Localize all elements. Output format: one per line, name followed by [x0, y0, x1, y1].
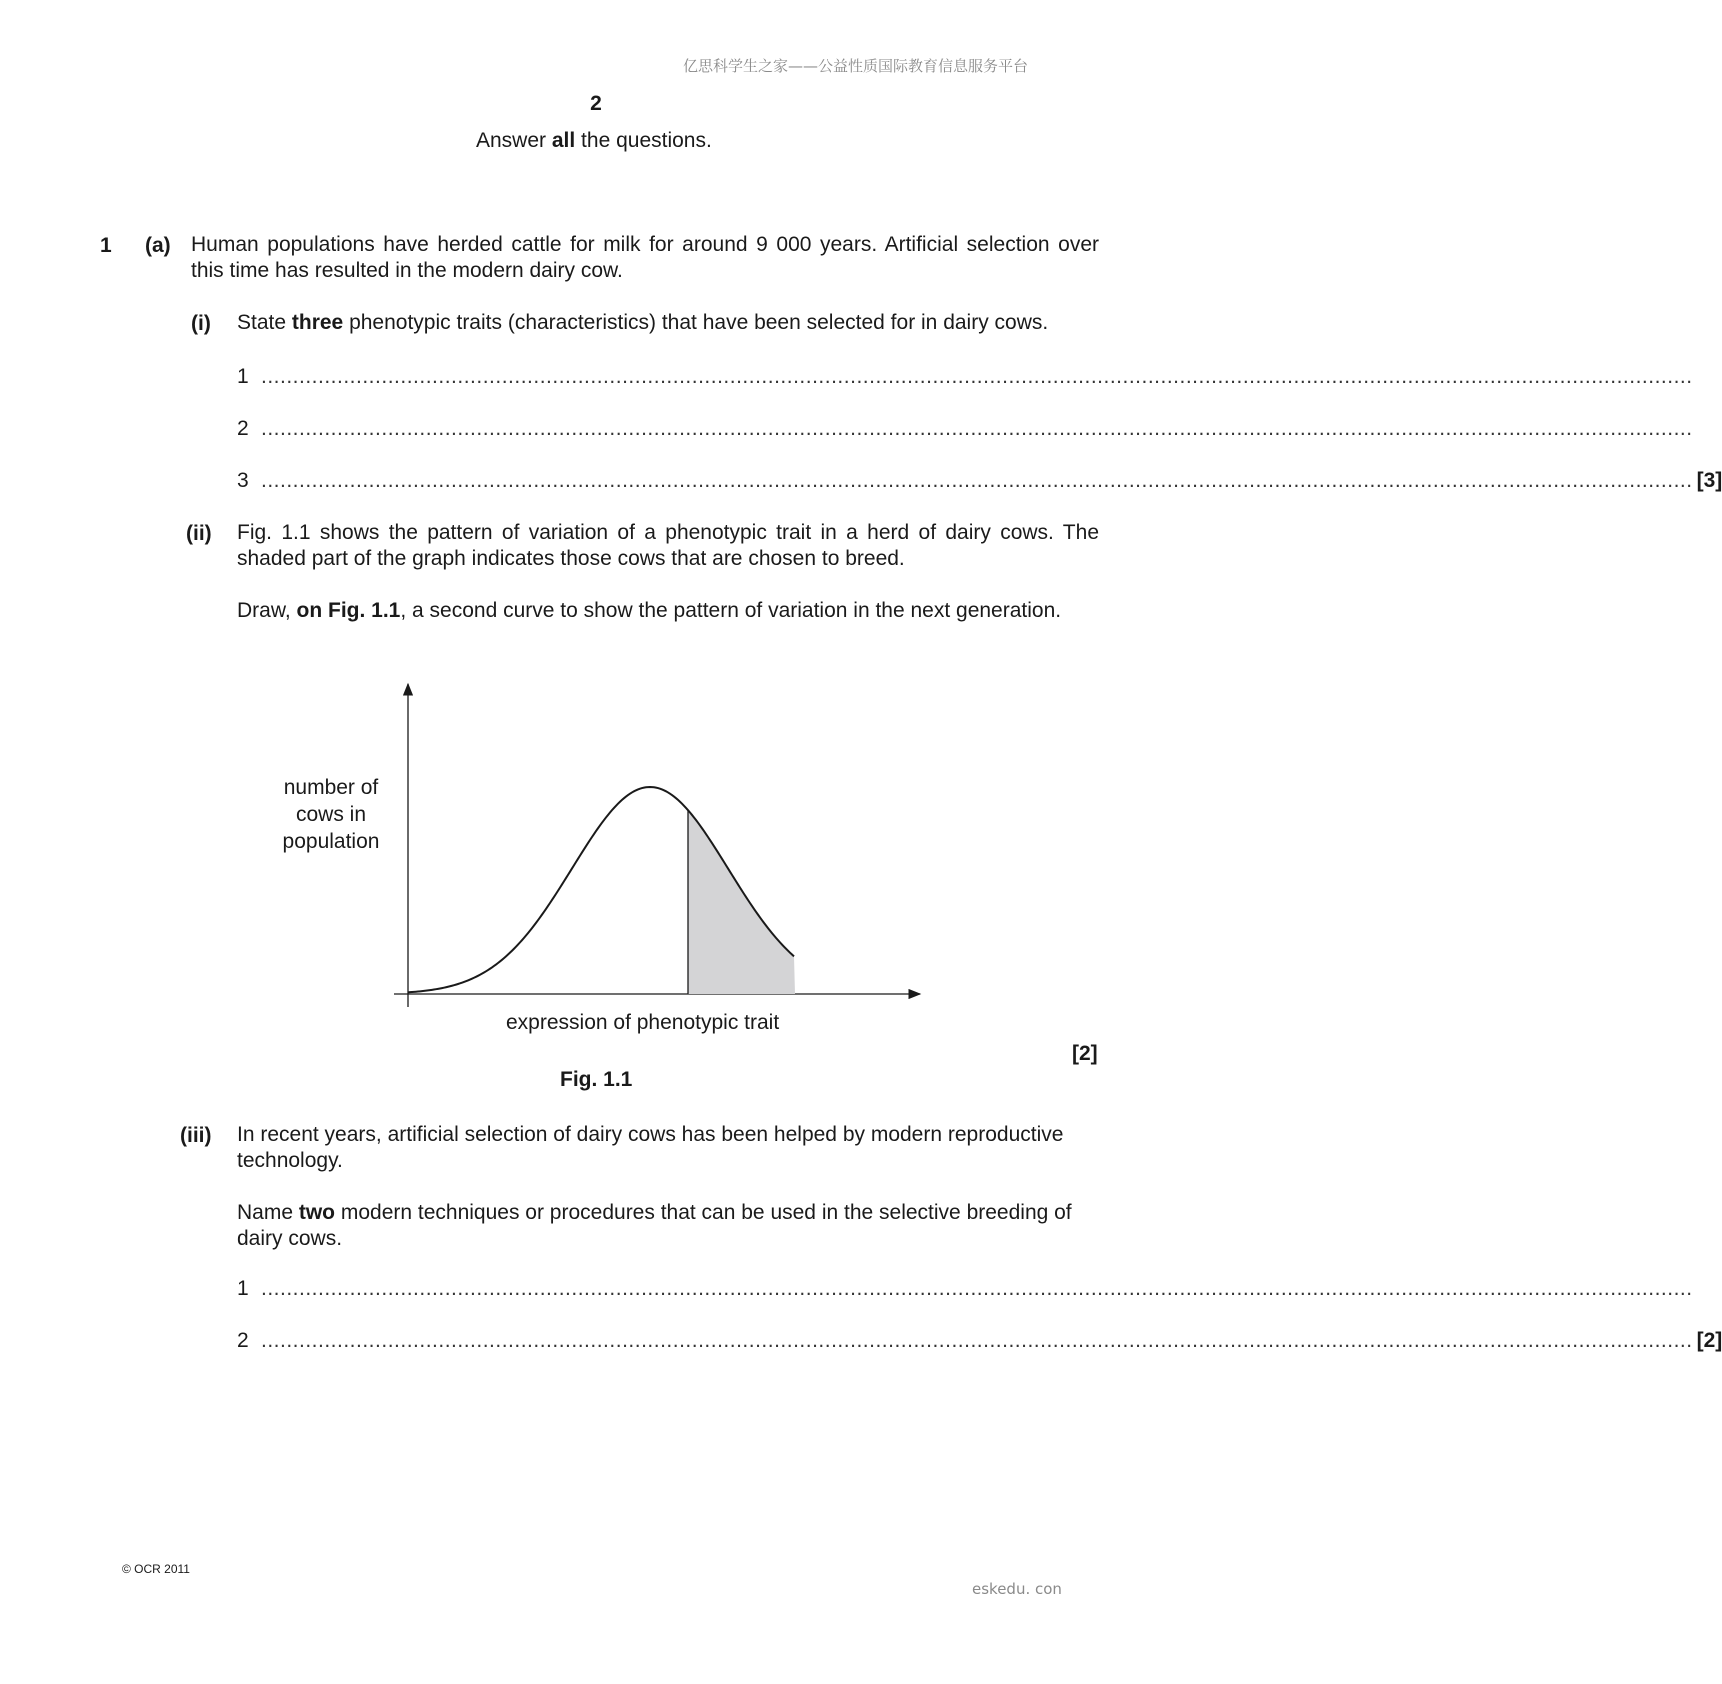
part-ii-draw-instruction: Draw, on Fig. 1.1, a second curve to show the pattern of variation in the next generation. [237, 599, 1062, 622]
answer-line-iii-2[interactable] [237, 1329, 1722, 1355]
marks-i: [3] [1696, 469, 1722, 492]
answer-line-i-3[interactable] [237, 469, 1722, 495]
watermark-top: 亿思科学生之家——公益性质国际教育信息服务平台 [683, 57, 1029, 75]
dotted-line: .................................................................................................................................................................................................................................. [261, 365, 1693, 388]
dotted-line: .................................................................................................................................................................................................................................. [261, 1329, 1693, 1352]
dotted-line: .................................................................................................................................................................................................................................. [261, 1277, 1693, 1300]
figure-caption: Fig. 1.1 [560, 1068, 633, 1091]
copyright: © OCR 2011 [122, 1562, 190, 1576]
y-axis-label: number of cows in population [282, 776, 380, 853]
part-a-label: (a) [145, 234, 171, 257]
answer-line-iii-1[interactable] [237, 1277, 1693, 1303]
part-i-text: State three phenotypic traits (characteristics) that have been selected for in dairy cows. [237, 311, 1049, 334]
part-a-text: Human populations have herded cattle for milk for around 9 000 years. Artificial selection over this time has resulted in the modern dairy cow. [191, 233, 1099, 282]
answer-line-number: 3 [237, 469, 249, 492]
part-i-label: (i) [191, 312, 211, 335]
part-iii-label: (iii) [180, 1124, 212, 1147]
marks-ii: [2] [1072, 1042, 1098, 1065]
watermark-bottom: eskedu. con [972, 1580, 1062, 1598]
part-iii-text: In recent years, artificial selection of dairy cows has been helped by modern reproductive technology. [237, 1123, 1064, 1172]
answer-line-number: 2 [237, 1329, 249, 1352]
x-axis-label: expression of phenotypic trait [506, 1011, 780, 1034]
part-iii-name-instruction: Name two modern techniques or procedures that can be used in the selective breeding of dairy cows. [237, 1201, 1072, 1250]
part-ii-label: (ii) [186, 522, 212, 545]
answer-line-i-2[interactable] [237, 417, 1693, 443]
answer-line-number: 2 [237, 417, 249, 440]
figure-1-1-graph [380, 672, 940, 1017]
shaded-selection-area [688, 810, 795, 994]
answer-line-number: 1 [237, 1277, 249, 1300]
dotted-line: .................................................................................................................................................................................................................................. [261, 417, 1693, 440]
instruction: Answer all the questions. [476, 129, 712, 152]
dotted-line: .................................................................................................................................................................................................................................. [261, 469, 1693, 492]
page-number: 2 [590, 92, 602, 115]
question-number: 1 [100, 234, 112, 257]
answer-line-i-1[interactable] [237, 365, 1693, 391]
answer-line-number: 1 [237, 365, 249, 388]
part-ii-text: Fig. 1.1 shows the pattern of variation of a phenotypic trait in a herd of dairy cows. The shaded part of the graph indicates those cows that are chosen to breed. [237, 521, 1099, 570]
marks-iii: [2] [1696, 1329, 1722, 1352]
